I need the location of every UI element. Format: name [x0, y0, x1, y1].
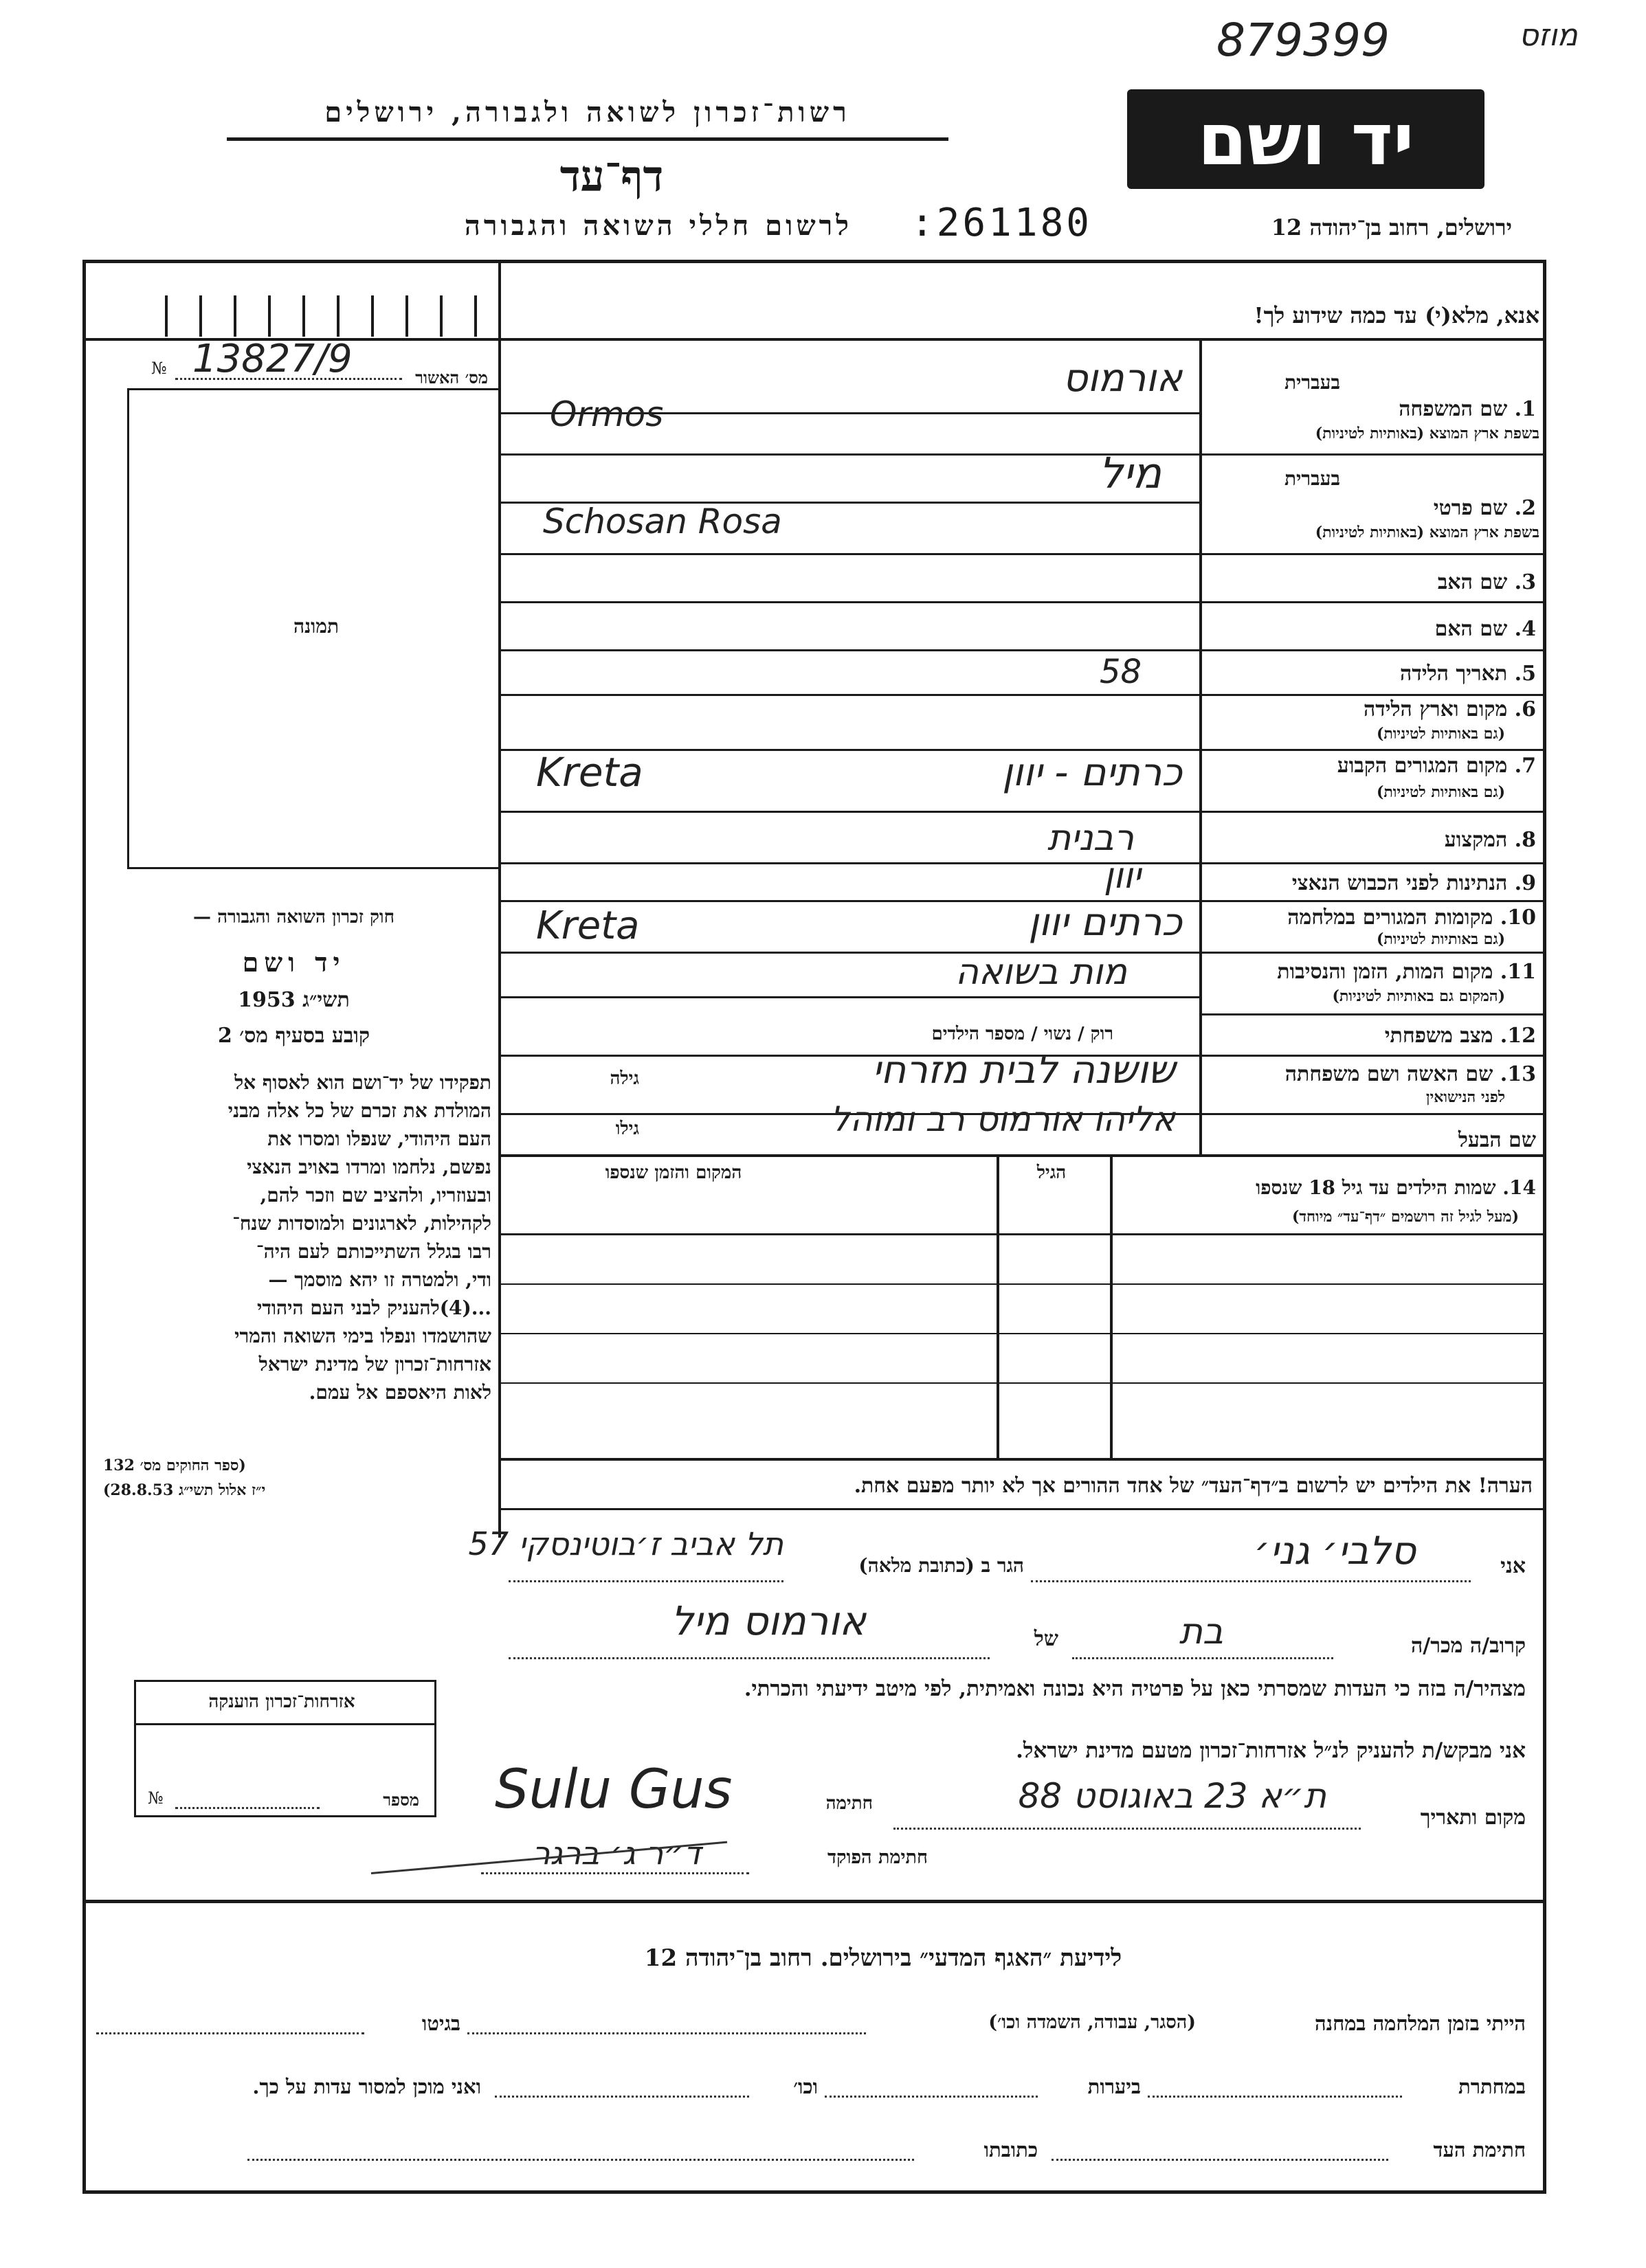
section-rule — [498, 1154, 1546, 1157]
field-2-label: 2. שם פרטי — [1433, 496, 1536, 520]
approval-label: מס׳ האשור — [415, 368, 488, 388]
left-column-divider — [498, 260, 501, 1538]
footer-line2-a: במחתרת — [1458, 2075, 1526, 2098]
footer-forests-dots — [825, 2096, 1038, 2098]
photo-box-left — [127, 388, 129, 869]
field-9-value: יוון — [1103, 855, 1141, 897]
footer-line1-b: (הסגר, עבודה, השמדה וכו׳) — [988, 2012, 1196, 2033]
decl-official-label: חתימת הפוקד — [827, 1847, 928, 1868]
children-header-rule — [498, 1233, 1546, 1235]
row-rule — [1199, 811, 1546, 813]
corner-mark-handwritten: מוזס — [1519, 18, 1578, 53]
logo-text: יד ושם — [1197, 97, 1414, 181]
decl-signature-label: חתימה — [825, 1793, 873, 1814]
footer-etc-dots — [495, 2096, 749, 2098]
declaration-bottom-rule — [82, 1900, 1546, 1903]
value-rule — [498, 996, 1199, 998]
form-title: דף־עד — [559, 151, 664, 201]
law-body-line: לאות היאספם אל עמם. — [309, 1381, 491, 1404]
field-1-latin-value: Ormos — [550, 394, 664, 434]
footer-line2-c: וכו׳ — [793, 2075, 818, 2098]
decl-of-value: אורמוס מיל — [671, 1597, 866, 1644]
decl-statement: מצהיר/ה בזה כי העדות שמסרתי כאן על פרטיה היא נכונה ואמיתית, לפי מיטב ידיעתי והכרתי. — [744, 1676, 1526, 1701]
law-heading: חוק זכרון השואה והגבורה — — [193, 907, 394, 928]
law-body-line: נפשם, נלחמו ומרדו באויב הנאצי — [247, 1156, 491, 1178]
field-8-value: רבנית — [1047, 818, 1134, 859]
law-source-2: י״ז אלול תשי״ג 28.8.53) — [103, 1481, 266, 1499]
children-col-place: המקום והזמן שנספו — [605, 1163, 742, 1183]
value-rule — [498, 553, 1199, 555]
children-bottom-rule — [498, 1458, 1546, 1461]
field-12-options: רוק / נשוי / מספר הילדים — [931, 1024, 1113, 1044]
law-body-line: תפקידו של יד־ושם הוא לאסוף אל — [234, 1071, 491, 1094]
children-col-divider-2 — [1110, 1157, 1113, 1459]
field-5-label: 5. תאריך הלידה — [1400, 662, 1536, 686]
field-1-label: 1. שם המשפחה — [1399, 397, 1536, 421]
law-body-line: ודי, ולמטרה זו יהא מוסמך — — [268, 1268, 491, 1291]
field-12-label: 12. מצב משפחתי — [1384, 1024, 1536, 1048]
authority-underline — [227, 137, 948, 141]
row-rule — [1199, 1013, 1546, 1015]
decl-relation-value: בת — [1179, 1611, 1223, 1652]
decl-of-label: של — [1034, 1627, 1058, 1651]
field-13-value: שושנה לבית מזרחי — [872, 1048, 1175, 1092]
field-11-sub-label: (המקום גם באותיות לטיניות) — [1332, 987, 1505, 1005]
field-13-sub-label: לפני הנישואין — [1425, 1088, 1505, 1106]
footer-line2-b: ביערות — [1087, 2075, 1141, 2098]
decl-address-value: תל אביב ז׳בוטינסקי 57 — [468, 1525, 783, 1562]
field-2-hebrew-value: מיל — [1098, 448, 1161, 498]
decl-signature-value: Sulu Gus — [495, 1759, 733, 1821]
row-rule — [1199, 862, 1546, 864]
address: ירושלים, רחוב בן־יהודה 12 — [1271, 214, 1512, 240]
field-6-label: 6. מקום וארץ הלידה — [1363, 697, 1536, 721]
field-13-label: 13. שם האשה ושם משפחתה — [1284, 1062, 1536, 1086]
field-11-value: מות בשואה — [955, 952, 1127, 993]
approval-dots — [175, 378, 402, 380]
children-row-rule — [498, 1283, 1546, 1285]
children-row-rule — [498, 1333, 1546, 1334]
row-rule — [1199, 649, 1546, 651]
citizenship-number-label: מספר — [383, 1790, 419, 1810]
authority-name: רשות־זכרון לשואה ולגבורה, ירושלים — [324, 96, 851, 128]
field-6-sub-label: (גם באותיות לטיניות) — [1376, 725, 1505, 743]
decl-of-dots — [509, 1657, 990, 1659]
field-1-hebrew-value: אורמוס — [1063, 356, 1182, 401]
law-section: קובע בסעיף מס׳ 2 — [217, 1024, 370, 1048]
note: הערה! את הילדים יש לרשום ב״דף־העד״ של אחד ההורים אך לא יותר מפעם אחת. — [854, 1474, 1533, 1498]
field-2-sub-label: בשפת ארץ המוצא (באותיות לטיניות) — [1315, 524, 1539, 541]
children-row-rule — [498, 1382, 1546, 1384]
field-10-hebrew-value: כרתים יוון — [1028, 900, 1182, 945]
law-year: תשי״ג 1953 — [238, 988, 350, 1012]
field-4-label: 4. שם האם — [1434, 617, 1536, 641]
law-body-line: לקהילות, לארגונים ולמוסדות שנח־ — [232, 1212, 491, 1235]
husband-age-label: גילו — [615, 1119, 639, 1139]
law-name: יד ושם — [242, 947, 346, 978]
field-7-latin-value: Kreta — [536, 749, 643, 796]
footer-ghetto-dots — [96, 2032, 364, 2034]
note-bottom-rule — [498, 1508, 1546, 1510]
decl-official-value: ד״ר ג׳ ברגר — [532, 1834, 701, 1872]
field-1-hebrew-tag: בעברית — [1284, 371, 1340, 394]
citizenship-title: אזרחות־זכרון הוענקה — [208, 1692, 355, 1712]
footer-underground-dots — [1148, 2096, 1402, 2098]
law-body-line: ובעוזריו, ולהציב שם וזכר להם, — [260, 1184, 491, 1206]
decl-request: אני מבקש/ת להעניק לנ״ל אזרחות־זכרון מטעם מדינת ישראל. — [1016, 1738, 1526, 1763]
decl-name-dots — [1031, 1580, 1471, 1582]
decl-place-date-dots — [893, 1828, 1361, 1830]
field-7-hebrew-value: כרתים - יוון — [1002, 750, 1182, 795]
field-10-label: 10. מקומות המגורים במלחמה — [1287, 906, 1536, 930]
citizenship-no-mark: № — [148, 1788, 164, 1808]
husband-label: שם הבעל — [1458, 1128, 1536, 1152]
footer-line3-a: חתימת העד — [1433, 2138, 1526, 2162]
law-body-line: המולדת את זכרם של כל אלה מבני — [227, 1099, 491, 1122]
value-rule — [498, 601, 1199, 603]
approval-number: 13827/9 — [192, 337, 353, 381]
decl-relation-dots — [1072, 1657, 1333, 1659]
photo-box-bottom — [127, 867, 498, 869]
citizenship-box-rule — [134, 1723, 436, 1725]
field-5-value: 58 — [1100, 653, 1142, 691]
law-body — [103, 1068, 491, 1406]
field-9-label: 9. הנתינות לפני הכבוש הנאצי — [1291, 871, 1536, 895]
row-rule — [1199, 453, 1546, 456]
field-13-age-label: גילה — [610, 1068, 639, 1089]
decl-address-dots — [509, 1580, 783, 1582]
decl-official-dots — [481, 1872, 749, 1874]
field-10-sub-label: (גם באותיות לטיניות) — [1376, 930, 1505, 948]
archive-number-handwritten: 879399 — [1216, 14, 1390, 67]
top-prompt: אנא, מלא(י) עד כמה שידוע לך! — [1254, 302, 1539, 328]
law-body-line: ...(4)להעניק לבני העם היהודי — [257, 1296, 491, 1319]
row-rule — [1199, 1113, 1546, 1115]
row-rule — [1199, 749, 1546, 751]
row-rule — [1199, 1055, 1546, 1057]
value-rule — [498, 649, 1199, 651]
footer-heading: לידיעת ״האגף המדעי״ בירושלים. רחוב בן־יהודה 12 — [644, 1944, 1122, 1972]
law-body-line: העם היהודי, שנפלו ומסרו את — [267, 1127, 491, 1150]
row-rule — [1199, 694, 1546, 696]
field-10-latin-value: Kreta — [536, 903, 640, 948]
footer-camp-dots — [467, 2032, 866, 2034]
value-rule — [498, 694, 1199, 696]
children-sub-label: (מעל לגיל זה רושמים ״דף־עד״ מיוחד) — [1291, 1208, 1519, 1226]
footer-line1-c: בגיטו — [421, 2012, 460, 2035]
field-2-hebrew-tag: בעברית — [1284, 467, 1340, 490]
row-rule — [1199, 553, 1546, 555]
row-rule — [1199, 952, 1546, 954]
value-rule — [498, 811, 1199, 813]
photo-box-top — [127, 388, 498, 390]
ticks-row — [165, 295, 495, 337]
photo-label: תמונה — [293, 615, 340, 638]
decl-i-label: אני — [1500, 1554, 1526, 1578]
decl-place-date-label: מקום ותאריך — [1420, 1806, 1526, 1830]
field-2-latin-value: Schosan Rosa — [543, 502, 782, 541]
yad-vashem-logo — [1127, 89, 1484, 189]
footer-line1-a: הייתי בזמן המלחמה במחנה — [1314, 2012, 1526, 2035]
serial-number: :261180 — [911, 201, 1093, 245]
row-rule — [1199, 900, 1546, 902]
husband-value: אליהו אורמוס רב ומוהל — [830, 1099, 1175, 1139]
approval-no-mark: № — [151, 359, 167, 378]
footer-address-dots — [247, 2159, 914, 2161]
law-body-line: שהושמדו ונפלו בימי השואה והמרי — [234, 1325, 491, 1347]
footer-line2-d: ואני מוכן למסור עדות על כך. — [252, 2075, 481, 2098]
field-8-label: 8. המקצוע — [1444, 828, 1536, 852]
label-column-divider — [1199, 338, 1202, 1156]
field-1-sub-label: בשפת ארץ המוצא (באותיות לטיניות) — [1315, 425, 1539, 442]
row-rule — [1199, 601, 1546, 603]
decl-address-label: הגר ב (כתובת מלאה) — [858, 1554, 1024, 1577]
children-label: 14. שמות הילדים עד גיל 18 שנספו — [1256, 1176, 1536, 1199]
children-col-divider-1 — [997, 1157, 999, 1459]
footer-line3-b: כתובתו — [983, 2138, 1038, 2162]
children-col-age: הגיל — [1036, 1163, 1067, 1183]
decl-relation-label: קרוב/ה מכר/ה — [1411, 1634, 1526, 1658]
decl-witness-name: סלבי׳ גני׳ — [1254, 1529, 1416, 1573]
citizenship-number-dots — [175, 1807, 320, 1809]
decl-place-date-value: ת״א 23 באוגוסט 88 — [1018, 1776, 1326, 1816]
form-subtitle: לרשום חללי השואה והגבורה — [464, 210, 852, 242]
law-body-line: רבו בגלל השתייכותם לעם היה־ — [256, 1240, 491, 1263]
law-body-line: אזרחות־זכרון של מדינת ישראל — [258, 1353, 491, 1376]
field-7-sub-label: (גם באותיות לטיניות) — [1376, 783, 1505, 801]
field-11-label: 11. מקום המות, הזמן והנסיבות — [1277, 960, 1536, 984]
field-3-label: 3. שם האב — [1437, 570, 1536, 594]
field-7-label: 7. מקום המגורים הקבוע — [1337, 754, 1536, 778]
law-source-1: (ספר החוקים מס׳ 132 — [103, 1457, 246, 1474]
footer-witness-sign-dots — [1052, 2159, 1388, 2161]
